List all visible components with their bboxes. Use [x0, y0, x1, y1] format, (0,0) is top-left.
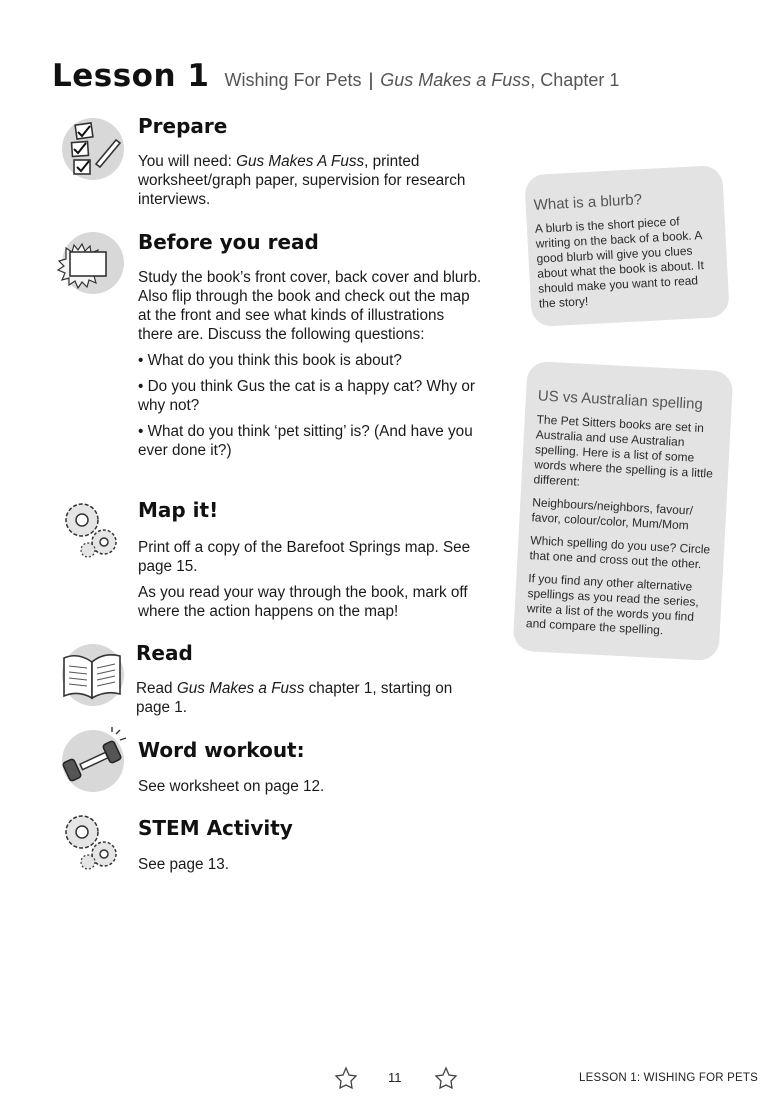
star-left-icon: [334, 1066, 358, 1090]
spelling-para-2: Neighbours/neighbors, favour/ favor, colour/color, Mum/Mom: [531, 495, 694, 533]
blurb-callout: [524, 165, 730, 327]
section-title-map-it: Map it!: [138, 498, 219, 522]
map-it-para-2: As you read your way through the book, mark off where the action happens on the map!: [138, 584, 468, 620]
blurb-title: What is a blurb?: [533, 191, 643, 214]
lesson-subtitle: [225, 70, 620, 91]
spelling-title: US vs Australian spelling: [537, 387, 704, 414]
map-it-para-1: Print off a copy of the Barefoot Springs map. See page 15.: [138, 539, 471, 575]
spelling-para-4: If you find any other alternative spellings as you read the series, write a list of the words you find and compare the spelling.: [525, 571, 700, 638]
title-separator: |: [368, 70, 374, 90]
word-workout-text: See worksheet on page 12.: [138, 778, 325, 795]
page-number: 11: [388, 1070, 402, 1085]
section-body-word-workout: [138, 777, 498, 803]
read-prefix: Read: [136, 680, 177, 697]
footer-lesson-label: LESSON 1: WISHING FOR PETS: [579, 1072, 759, 1084]
spelling-callout: [513, 361, 734, 661]
chapter-label: , Chapter 1: [530, 70, 620, 90]
open-book-icon: [62, 644, 124, 706]
stem-text: See page 13.: [138, 856, 230, 873]
before-read-bullet-2: • Do you think Gus the cat is a happy cat? Why or why not?: [138, 378, 475, 414]
gears-icon: [62, 498, 124, 560]
spelling-para-1: The Pet Sitters books are set in Australia and use Australian spelling. Here is a list of some words where the spelling is a little different:: [533, 412, 714, 489]
lesson-theme: Wishing For Pets: [224, 70, 362, 90]
page-title: Lesson 1: [52, 58, 210, 94]
lesson-header: [52, 58, 619, 94]
read-rest: chapter 1, starting on page 1.: [136, 680, 453, 716]
section-title-before-you-read: Before you read: [138, 230, 319, 254]
section-title-read: Read: [136, 641, 193, 665]
star-right-icon: [434, 1066, 458, 1090]
prepare-prefix: You will need:: [138, 153, 237, 170]
section-title-stem-activity: STEM Activity: [138, 816, 293, 840]
checklist-icon: [62, 118, 124, 180]
section-title-word-workout: Word workout:: [138, 738, 305, 762]
section-body-read: [136, 679, 476, 724]
before-read-intro: Study the book’s front cover, back cover and blurb. Also flip through the book and check out the map at the front and see what kinds of illustrations there are. Discuss the following questions:: [138, 269, 482, 343]
prepare-book: Gus Makes A Fuss: [236, 153, 365, 170]
read-book: Gus Makes a Fuss: [176, 680, 305, 697]
dumbbell-icon: [62, 730, 124, 792]
section-title-prepare: Prepare: [138, 114, 228, 138]
section-body-prepare: [138, 152, 498, 216]
section-body-stem-activity: [138, 855, 498, 881]
before-read-bullet-3: • What do you think ‘pet sitting’ is? (And have you ever done it?): [138, 423, 473, 459]
section-body-map-it: [138, 538, 498, 628]
gears-icon: [62, 810, 124, 872]
blurb-body: A blurb is the short piece of writing on the back of a book. A good blurb will give you clues about what the book is about. It should make you want to read the story!: [534, 214, 705, 311]
before-read-bullet-1: • What do you think this book is about?: [138, 352, 402, 369]
book-burst-icon: [62, 232, 124, 294]
book-title: Gus Makes a Fuss: [380, 70, 531, 90]
section-body-before-you-read: [138, 268, 483, 467]
prepare-rest: , printed worksheet/graph paper, supervision for research interviews.: [138, 153, 466, 208]
spelling-para-3: Which spelling do you use? Circle that one and cross out the other.: [529, 533, 711, 572]
